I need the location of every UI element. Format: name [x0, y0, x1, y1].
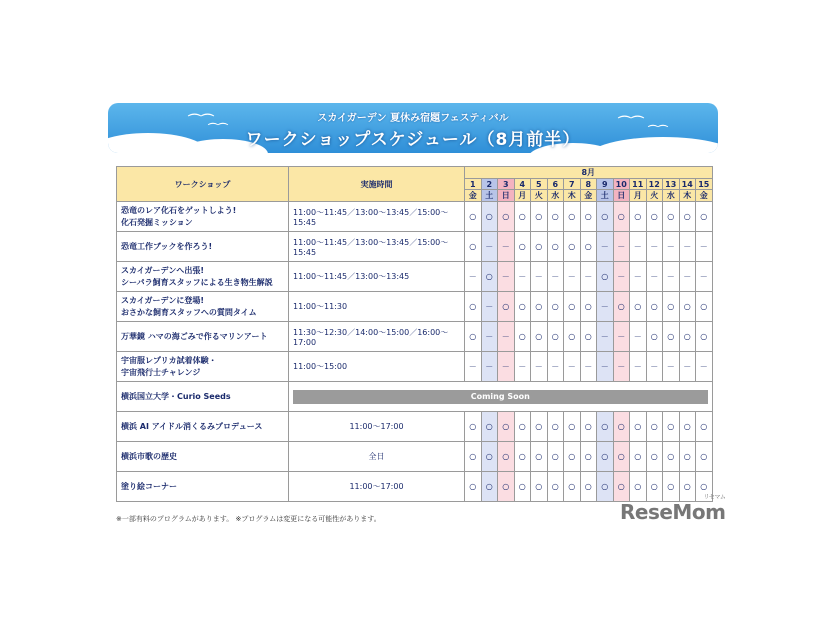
time-cell: 全日 — [289, 442, 465, 472]
weekday-cell: 金 — [465, 190, 482, 202]
weekday-cell: 土 — [481, 190, 498, 202]
availability-cell: － — [498, 262, 515, 292]
schedule-body — [117, 202, 713, 502]
schedule-table — [116, 166, 713, 502]
workshop-name — [117, 322, 289, 352]
table-row — [117, 442, 713, 472]
availability-cell: ○ — [597, 442, 614, 472]
day-cell: 6 — [547, 179, 564, 190]
table-row — [117, 352, 713, 382]
availability-cell: － — [646, 262, 663, 292]
coming-soon-cell — [289, 382, 713, 412]
availability-cell: ○ — [481, 442, 498, 472]
availability-cell: － — [498, 322, 515, 352]
availability-cell: ○ — [696, 472, 713, 502]
availability-cell: ○ — [679, 442, 696, 472]
availability-cell: － — [663, 262, 680, 292]
availability-cell: ○ — [580, 412, 597, 442]
availability-cell: － — [597, 292, 614, 322]
availability-cell: ○ — [498, 292, 515, 322]
availability-cell: ○ — [564, 442, 581, 472]
time-cell: 11:30～12:30／14:00～15:00／16:00～17:00 — [289, 322, 465, 352]
availability-cell: ○ — [696, 322, 713, 352]
availability-cell: － — [630, 352, 647, 382]
availability-cell: ○ — [663, 472, 680, 502]
workshop-name-line: 恐竜のレア化石をゲットしよう! — [121, 205, 237, 215]
availability-cell: － — [531, 352, 548, 382]
workshop-name — [117, 352, 289, 382]
availability-cell: ○ — [564, 232, 581, 262]
availability-cell: － — [679, 232, 696, 262]
availability-cell: ○ — [564, 322, 581, 352]
availability-cell: ○ — [531, 232, 548, 262]
month-header: 8月 — [465, 167, 713, 179]
availability-cell: ○ — [481, 262, 498, 292]
availability-cell: ○ — [630, 292, 647, 322]
availability-cell: ○ — [465, 292, 482, 322]
workshop-name-line: 万華鏡 ハマの海ごみで作るマリンアート — [121, 331, 268, 341]
footnote: ※一部有料のプログラムがあります。 ※プログラムは変更になる可能性があります。 — [116, 515, 381, 523]
availability-cell: ○ — [547, 292, 564, 322]
day-cell: 12 — [646, 179, 663, 190]
time-cell: 11:00～11:30 — [289, 292, 465, 322]
availability-cell: ○ — [646, 202, 663, 232]
availability-cell: ○ — [679, 322, 696, 352]
seagull-icon: ⌒⌒ — [208, 124, 228, 135]
availability-cell: ○ — [580, 442, 597, 472]
workshop-name-line: 宇宙服レプリカ試着体験・ — [121, 355, 217, 365]
availability-cell: ○ — [696, 412, 713, 442]
availability-cell: ○ — [514, 202, 531, 232]
availability-cell: ○ — [663, 292, 680, 322]
availability-cell: － — [696, 232, 713, 262]
weekday-cell: 木 — [564, 190, 581, 202]
availability-cell: ○ — [498, 442, 515, 472]
availability-cell: ○ — [646, 292, 663, 322]
workshop-name-line: 横浜国立大学・Curio Seeds — [121, 391, 231, 401]
availability-cell: ○ — [630, 472, 647, 502]
table-row — [117, 292, 713, 322]
availability-cell: ○ — [531, 412, 548, 442]
weekday-cell: 火 — [646, 190, 663, 202]
weekday-cell: 水 — [547, 190, 564, 202]
day-cell: 15 — [696, 179, 713, 190]
table-row — [117, 232, 713, 262]
day-cell: 4 — [514, 179, 531, 190]
table-row — [117, 412, 713, 442]
workshop-name — [117, 262, 289, 292]
availability-cell: ○ — [531, 472, 548, 502]
title-banner — [108, 103, 718, 153]
time-cell: 11:00～17:00 — [289, 412, 465, 442]
workshop-name-line: 宇宙飛行士チャレンジ — [121, 367, 201, 377]
coming-soon-bar: Coming Soon — [293, 390, 708, 404]
availability-cell: ○ — [465, 232, 482, 262]
availability-cell: － — [465, 262, 482, 292]
availability-cell: － — [514, 352, 531, 382]
weekday-cell: 土 — [597, 190, 614, 202]
availability-cell: － — [481, 322, 498, 352]
availability-cell: ○ — [498, 202, 515, 232]
availability-cell: － — [514, 262, 531, 292]
availability-cell: － — [630, 322, 647, 352]
availability-cell: ○ — [580, 472, 597, 502]
availability-cell: ○ — [547, 472, 564, 502]
availability-cell: ○ — [498, 412, 515, 442]
availability-cell: ○ — [597, 262, 614, 292]
availability-cell: ○ — [465, 412, 482, 442]
seagull-icon: ⌒⌒ — [618, 116, 645, 131]
availability-cell: ○ — [613, 472, 630, 502]
day-cell: 1 — [465, 179, 482, 190]
day-cell: 9 — [597, 179, 614, 190]
day-cell: 8 — [580, 179, 597, 190]
logo-ruby: リセマム — [703, 494, 726, 501]
availability-cell: ○ — [630, 412, 647, 442]
availability-cell: － — [498, 232, 515, 262]
availability-cell: ○ — [564, 412, 581, 442]
weekday-cell: 日 — [498, 190, 515, 202]
availability-cell: ○ — [481, 412, 498, 442]
availability-cell: － — [613, 322, 630, 352]
availability-cell: － — [597, 232, 614, 262]
availability-cell: － — [679, 262, 696, 292]
availability-cell: － — [580, 262, 597, 292]
availability-cell: － — [630, 232, 647, 262]
availability-cell: － — [481, 292, 498, 322]
availability-cell: － — [580, 352, 597, 382]
availability-cell: ○ — [514, 472, 531, 502]
availability-cell: － — [613, 262, 630, 292]
availability-cell: ○ — [514, 412, 531, 442]
weekday-cell: 木 — [679, 190, 696, 202]
availability-cell: ○ — [580, 322, 597, 352]
availability-cell: ○ — [613, 202, 630, 232]
availability-cell: ○ — [696, 202, 713, 232]
availability-cell: ○ — [514, 292, 531, 322]
workshop-name-line: シーパラ飼育スタッフによる生き物生解説 — [121, 277, 273, 287]
availability-cell: ○ — [531, 322, 548, 352]
availability-cell: ○ — [646, 442, 663, 472]
availability-cell: － — [613, 352, 630, 382]
workshop-name-line: 横浜市歌の歴史 — [121, 451, 177, 461]
availability-cell: － — [679, 352, 696, 382]
availability-cell: ○ — [514, 232, 531, 262]
availability-cell: ○ — [465, 442, 482, 472]
workshop-name — [117, 232, 289, 262]
availability-cell: ○ — [679, 202, 696, 232]
workshop-name-line: おさかな飼育スタッフへの質問タイム — [121, 307, 257, 317]
availability-cell: ○ — [580, 202, 597, 232]
availability-cell: ○ — [465, 472, 482, 502]
weekday-cell: 日 — [613, 190, 630, 202]
availability-cell: ○ — [597, 472, 614, 502]
workshop-name-line: スカイガーデンへ出張! — [121, 265, 205, 275]
availability-cell: ○ — [580, 292, 597, 322]
availability-cell: ○ — [580, 232, 597, 262]
workshop-name — [117, 412, 289, 442]
workshop-name-line: スカイガーデンに登場! — [121, 295, 205, 305]
workshop-header: ワークショップ — [117, 167, 289, 202]
availability-cell: ○ — [481, 472, 498, 502]
workshop-name — [117, 382, 289, 412]
availability-cell: ○ — [498, 472, 515, 502]
availability-cell: － — [465, 352, 482, 382]
day-cell: 5 — [531, 179, 548, 190]
day-cell: 13 — [663, 179, 680, 190]
availability-cell: － — [481, 232, 498, 262]
availability-cell: － — [646, 232, 663, 262]
day-cell: 7 — [564, 179, 581, 190]
table-row — [117, 262, 713, 292]
workshop-name-line: 塗り絵コーナー — [121, 481, 177, 491]
seagull-icon: ⌒⌒ — [188, 114, 215, 129]
time-cell: 11:00～11:45／13:00～13:45／15:00～15:45 — [289, 232, 465, 262]
workshop-name-line: 化石発掘ミッション — [121, 217, 193, 227]
availability-cell: － — [547, 262, 564, 292]
table-row — [117, 382, 713, 412]
workshop-name — [117, 202, 289, 232]
availability-cell: ○ — [564, 472, 581, 502]
availability-cell: ○ — [696, 442, 713, 472]
time-header: 実施時間 — [289, 167, 465, 202]
table-row — [117, 202, 713, 232]
availability-cell: ○ — [564, 292, 581, 322]
availability-cell: － — [696, 352, 713, 382]
day-cell: 2 — [481, 179, 498, 190]
time-cell: 11:00～17:00 — [289, 472, 465, 502]
time-cell: 11:00～15:00 — [289, 352, 465, 382]
time-cell: 11:00～11:45／13:00～13:45／15:00～15:45 — [289, 202, 465, 232]
day-cell: 3 — [498, 179, 515, 190]
availability-cell: ○ — [646, 412, 663, 442]
weekday-cell: 火 — [531, 190, 548, 202]
availability-cell: ○ — [613, 412, 630, 442]
availability-cell: ○ — [465, 322, 482, 352]
availability-cell: ○ — [613, 442, 630, 472]
availability-cell: ○ — [547, 202, 564, 232]
availability-cell: ○ — [481, 202, 498, 232]
logo-text: ReseMom — [620, 500, 726, 524]
day-cell: 11 — [630, 179, 647, 190]
weekday-cell: 金 — [696, 190, 713, 202]
availability-cell: － — [597, 322, 614, 352]
availability-cell: ○ — [663, 412, 680, 442]
availability-cell: ○ — [514, 322, 531, 352]
availability-cell: ○ — [597, 412, 614, 442]
availability-cell: － — [663, 352, 680, 382]
weekday-cell: 水 — [663, 190, 680, 202]
availability-cell: － — [646, 352, 663, 382]
availability-cell: ○ — [531, 292, 548, 322]
availability-cell: ○ — [679, 292, 696, 322]
table-row — [117, 322, 713, 352]
weekday-cell: 月 — [514, 190, 531, 202]
availability-cell: ○ — [514, 442, 531, 472]
availability-cell: ○ — [630, 442, 647, 472]
availability-cell: － — [597, 352, 614, 382]
availability-cell: － — [498, 352, 515, 382]
availability-cell: ○ — [547, 322, 564, 352]
day-cell: 14 — [679, 179, 696, 190]
availability-cell: ○ — [547, 412, 564, 442]
availability-cell: － — [696, 262, 713, 292]
availability-cell: ○ — [679, 412, 696, 442]
availability-cell: ○ — [531, 442, 548, 472]
availability-cell: ○ — [663, 442, 680, 472]
time-cell: 11:00～11:45／13:00～13:45 — [289, 262, 465, 292]
availability-cell: ○ — [547, 442, 564, 472]
workshop-name — [117, 472, 289, 502]
resemom-logo — [620, 494, 726, 524]
availability-cell: ○ — [663, 202, 680, 232]
availability-cell: － — [481, 352, 498, 382]
availability-cell: ○ — [696, 292, 713, 322]
availability-cell: － — [663, 232, 680, 262]
workshop-name-line: 恐竜工作ブックを作ろう! — [121, 241, 213, 251]
banner-subtitle: スカイガーデン 夏休み宿題フェスティバル — [317, 113, 509, 124]
weekday-cell: 月 — [630, 190, 647, 202]
workshop-name-line: 横浜 AI アイドル消くるみプロデュース — [121, 421, 263, 431]
availability-cell: ○ — [646, 472, 663, 502]
availability-cell: － — [531, 262, 548, 292]
availability-cell: ○ — [531, 202, 548, 232]
availability-cell: ○ — [597, 202, 614, 232]
workshop-name — [117, 442, 289, 472]
availability-cell: － — [564, 352, 581, 382]
banner-title: ワークショップスケジュール（8月前半） — [245, 130, 581, 150]
seagull-icon: ⌒⌒ — [648, 126, 668, 137]
availability-cell: ○ — [630, 202, 647, 232]
availability-cell: ○ — [613, 292, 630, 322]
availability-cell: － — [630, 262, 647, 292]
availability-cell: ○ — [646, 322, 663, 352]
availability-cell: ○ — [564, 202, 581, 232]
availability-cell: ○ — [679, 472, 696, 502]
availability-cell: － — [613, 232, 630, 262]
workshop-name — [117, 292, 289, 322]
day-cell: 10 — [613, 179, 630, 190]
weekday-cell: 金 — [580, 190, 597, 202]
availability-cell: ○ — [465, 202, 482, 232]
availability-cell: － — [547, 352, 564, 382]
availability-cell: ○ — [663, 322, 680, 352]
table-row — [117, 472, 713, 502]
availability-cell: － — [564, 262, 581, 292]
availability-cell: ○ — [547, 232, 564, 262]
